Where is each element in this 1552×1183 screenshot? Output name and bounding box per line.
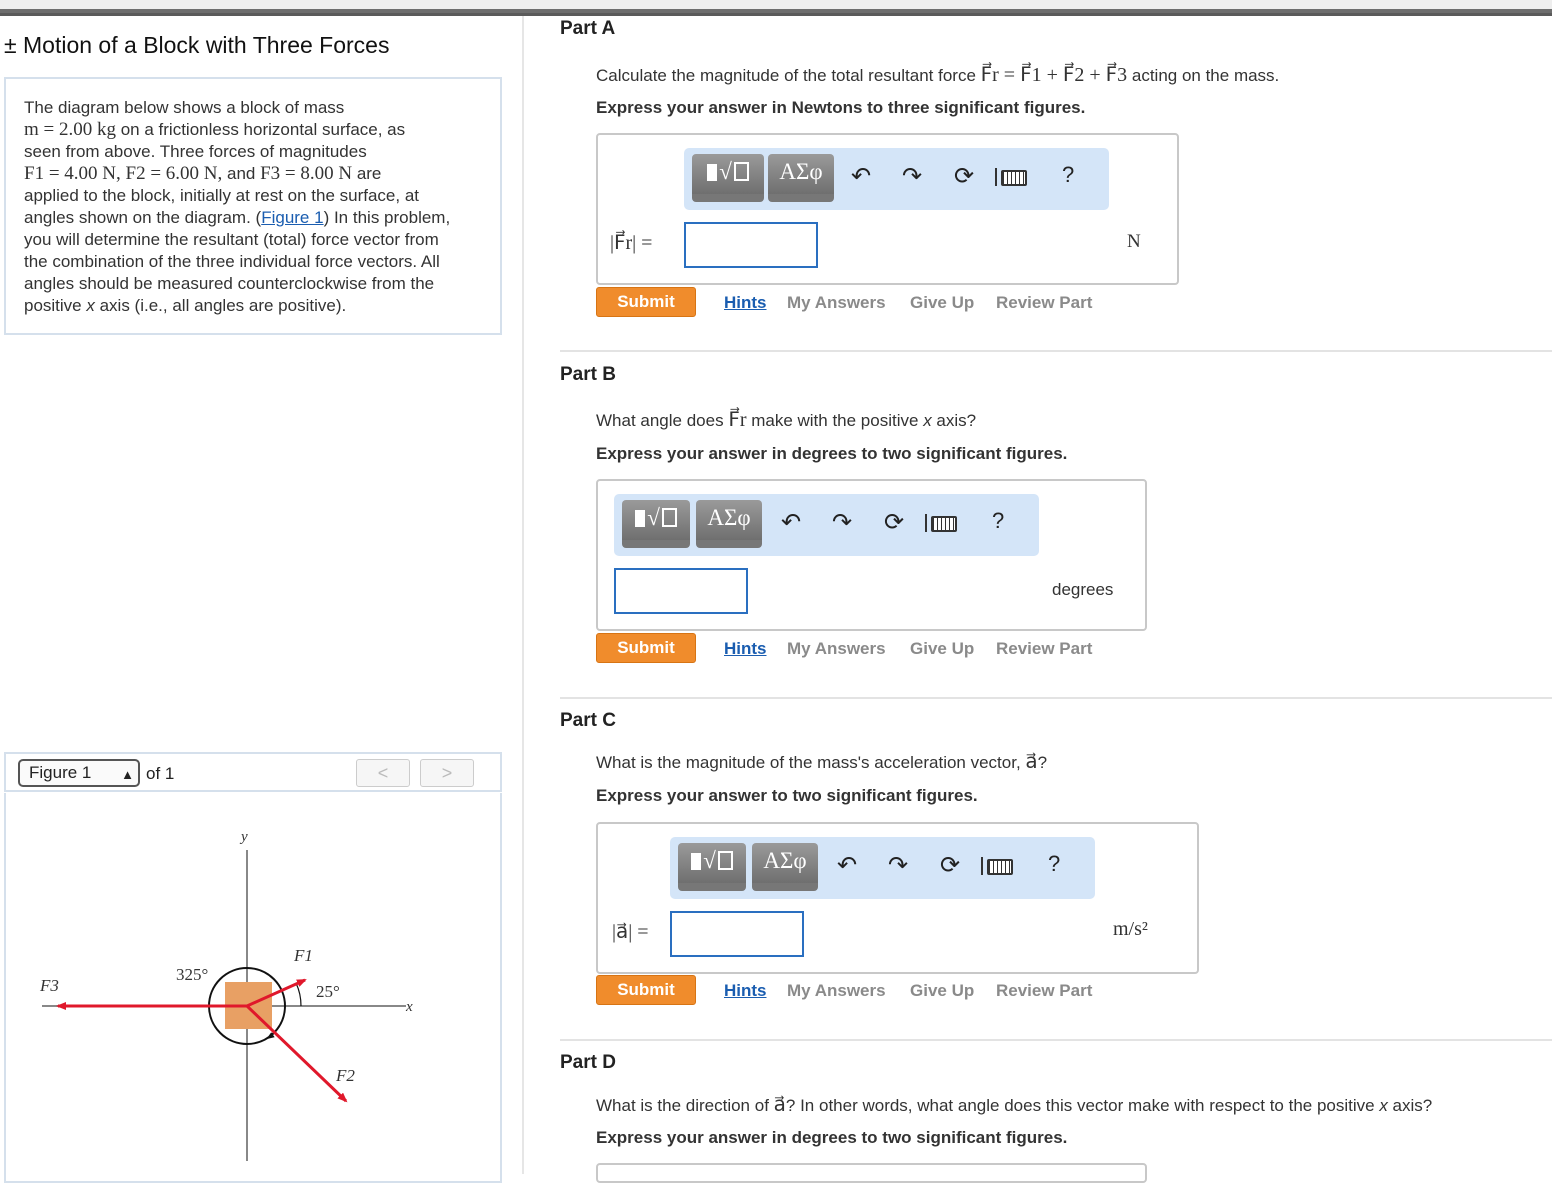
part-d-q-pre: What is the direction of: [596, 1096, 774, 1115]
reset-icon[interactable]: ⟳: [940, 852, 961, 879]
keyboard-divider: [925, 514, 927, 532]
part-d-q-post2: axis?: [1387, 1096, 1433, 1115]
figure-panel: [4, 793, 502, 1183]
part-c-instruction: Express your answer to two significant figures.: [596, 786, 978, 805]
x-axis-label: x: [406, 999, 413, 1015]
intro-line5b: ) In this problem,: [323, 208, 451, 227]
column-divider: [522, 16, 524, 1174]
part-b-my-answers-link[interactable]: My Answers: [787, 639, 886, 658]
mass-math: m = 2.00 kg: [24, 119, 116, 140]
reset-icon[interactable]: ⟳: [954, 163, 975, 190]
part-divider-bc: [560, 697, 1552, 699]
symbols-button[interactable]: ΑΣφ: [696, 500, 762, 548]
part-b-answer-box: [596, 479, 1147, 631]
part-d-q-post1: ? In other words, what angle does this vector make with respect to the positive: [785, 1096, 1380, 1115]
intro-line1: The diagram below shows a block of mass: [24, 98, 345, 117]
part-c-answer-box: [596, 822, 1199, 974]
intro-line8: angles should be measured counterclockwise from the: [24, 274, 435, 293]
intro-line9a: positive: [24, 296, 87, 315]
keyboard-icon[interactable]: [1001, 170, 1027, 186]
problem-intro: [4, 77, 502, 335]
undo-icon[interactable]: ↶: [837, 852, 858, 879]
part-a-toolbar: [684, 148, 1109, 210]
part-b-question: [596, 407, 976, 432]
part-c-q-pre: What is the magnitude of the mass's acceleration vector,: [596, 753, 1026, 772]
part-b-q-post1: make with the positive: [746, 411, 924, 430]
part-a-q-post: acting on the mass.: [1127, 66, 1280, 85]
part-c-input[interactable]: [670, 911, 804, 957]
intro-x-var: x: [86, 296, 95, 315]
f2-label: F2: [336, 1066, 355, 1085]
part-b-input[interactable]: [614, 568, 748, 614]
forces-math: F1 = 4.00 N, F2 = 6.00 N,: [24, 163, 223, 184]
part-a-my-answers-link[interactable]: My Answers: [787, 293, 886, 312]
templates-button[interactable]: √: [678, 843, 746, 891]
part-d-q-math: a⃗: [773, 1094, 786, 1116]
intro-line3: seen from above. Three forces of magnitudes: [24, 142, 367, 161]
intro-are: are: [352, 164, 382, 183]
part-b-unit: degrees: [1052, 580, 1114, 599]
intro-line4: applied to the block, initially at rest on the surface, at: [24, 186, 420, 205]
symbols-button[interactable]: ΑΣφ: [768, 154, 834, 202]
part-d-instruction: Express your answer in degrees to two significant figures.: [596, 1128, 1068, 1147]
help-icon[interactable]: ?: [1048, 851, 1061, 876]
figure-select[interactable]: [18, 759, 140, 787]
top-bar-stripe: [0, 9, 1552, 13]
part-c-lhs: |a⃗| =: [612, 921, 649, 943]
figure-select-value: Figure 1: [29, 763, 92, 782]
part-a-give-up-link[interactable]: Give Up: [910, 293, 975, 312]
part-a-question: [596, 62, 1279, 87]
keyboard-divider: [995, 168, 997, 186]
problem-title: ± Motion of a Block with Three Forces: [4, 32, 390, 58]
angle-325-label: 325°: [176, 965, 209, 984]
intro-line6: you will determine the resultant (total) force vector from: [24, 230, 439, 249]
f3-math: F3 = 8.00 N: [260, 163, 353, 184]
part-b-q-pre: What angle does: [596, 411, 729, 430]
updown-caret-icon: ▲: [121, 767, 134, 782]
part-a-label: Part A: [560, 18, 616, 39]
part-a-unit: N: [1127, 231, 1141, 252]
top-bar: [0, 0, 1552, 16]
part-a-lhs: |F⃗r| =: [610, 232, 653, 254]
help-icon[interactable]: ?: [1062, 162, 1075, 187]
part-a-hints-link[interactable]: Hints: [724, 293, 767, 312]
help-icon[interactable]: ?: [992, 508, 1005, 533]
part-d-q-x: x: [1379, 1096, 1388, 1115]
part-c-q-post: ?: [1037, 753, 1048, 772]
intro-line5a: angles shown on the diagram. (: [24, 208, 262, 227]
intro-line2: on a frictionless horizontal surface, as: [116, 120, 406, 139]
part-c-submit-button[interactable]: Submit: [596, 975, 696, 1005]
figure-link[interactable]: Figure 1: [261, 208, 324, 227]
part-b-q-post2: axis?: [931, 411, 977, 430]
part-b-q-x: x: [923, 411, 932, 430]
part-d-label: Part D: [560, 1052, 616, 1073]
y-axis-label: y: [241, 829, 248, 845]
prev-figure-button[interactable]: <: [356, 759, 410, 787]
redo-icon[interactable]: ↷: [832, 509, 853, 536]
templates-button[interactable]: √: [692, 154, 764, 202]
templates-button[interactable]: √: [622, 500, 690, 548]
intro-line9b: axis (i.e., all angles are positive).: [94, 296, 347, 315]
force-diagram: [6, 793, 500, 1173]
keyboard-divider: [981, 857, 983, 875]
keyboard-icon[interactable]: [987, 859, 1013, 875]
part-a-input[interactable]: [684, 222, 818, 268]
next-figure-button[interactable]: >: [420, 759, 474, 787]
part-a-answer-box: [596, 133, 1179, 285]
undo-icon[interactable]: ↶: [851, 163, 872, 190]
f3-label: F3: [40, 976, 59, 995]
intro-and: and: [222, 164, 261, 183]
keyboard-icon[interactable]: [931, 516, 957, 532]
part-a-q-pre: Calculate the magnitude of the total resultant force: [596, 66, 981, 85]
part-b-q-math: F⃗r: [728, 409, 747, 431]
force-f2-arrow: [247, 1006, 346, 1101]
part-c-q-math: a⃗: [1025, 751, 1038, 773]
redo-icon[interactable]: ↷: [902, 163, 923, 190]
part-c-question: [596, 749, 1047, 774]
redo-icon[interactable]: ↷: [888, 852, 909, 879]
part-c-unit: m/s²: [1113, 918, 1148, 940]
intro-line7: the combination of the three individual force vectors. All: [24, 252, 440, 271]
part-b-toolbar: [614, 494, 1039, 556]
part-a-submit-button[interactable]: Submit: [596, 287, 696, 317]
part-d-question: [596, 1092, 1432, 1117]
part-c-my-answers-link[interactable]: My Answers: [787, 981, 886, 1000]
part-b-hints-link[interactable]: Hints: [724, 639, 767, 658]
angle-25-label: 25°: [316, 982, 340, 1001]
f1-label: F1: [294, 946, 313, 965]
figure-nav-bar: [4, 752, 502, 792]
part-divider-cd: [560, 1039, 1552, 1041]
part-b-review-part-link[interactable]: Review Part: [996, 639, 1093, 658]
symbols-button[interactable]: ΑΣφ: [752, 843, 818, 891]
part-d-answer-box: [596, 1163, 1147, 1183]
part-c-review-part-link[interactable]: Review Part: [996, 981, 1093, 1000]
part-a-instruction: Express your answer in Newtons to three significant figures.: [596, 98, 1086, 117]
figure-count: of 1: [146, 764, 175, 783]
part-divider-ab: [560, 350, 1552, 352]
part-c-give-up-link[interactable]: Give Up: [910, 981, 975, 1000]
part-c-hints-link[interactable]: Hints: [724, 981, 767, 1000]
part-c-toolbar: [670, 837, 1095, 899]
angle-arc-25: [296, 983, 301, 1006]
part-b-give-up-link[interactable]: Give Up: [910, 639, 975, 658]
part-b-submit-button[interactable]: Submit: [596, 633, 696, 663]
part-b-instruction: Express your answer in degrees to two significant figures.: [596, 444, 1068, 463]
undo-icon[interactable]: ↶: [781, 509, 802, 536]
part-c-label: Part C: [560, 710, 616, 731]
reset-icon[interactable]: ⟳: [884, 509, 905, 536]
part-a-review-part-link[interactable]: Review Part: [996, 293, 1093, 312]
part-b-label: Part B: [560, 364, 616, 385]
part-a-q-math: F⃗r = F⃗1 + F⃗2 + F⃗3: [980, 64, 1128, 86]
